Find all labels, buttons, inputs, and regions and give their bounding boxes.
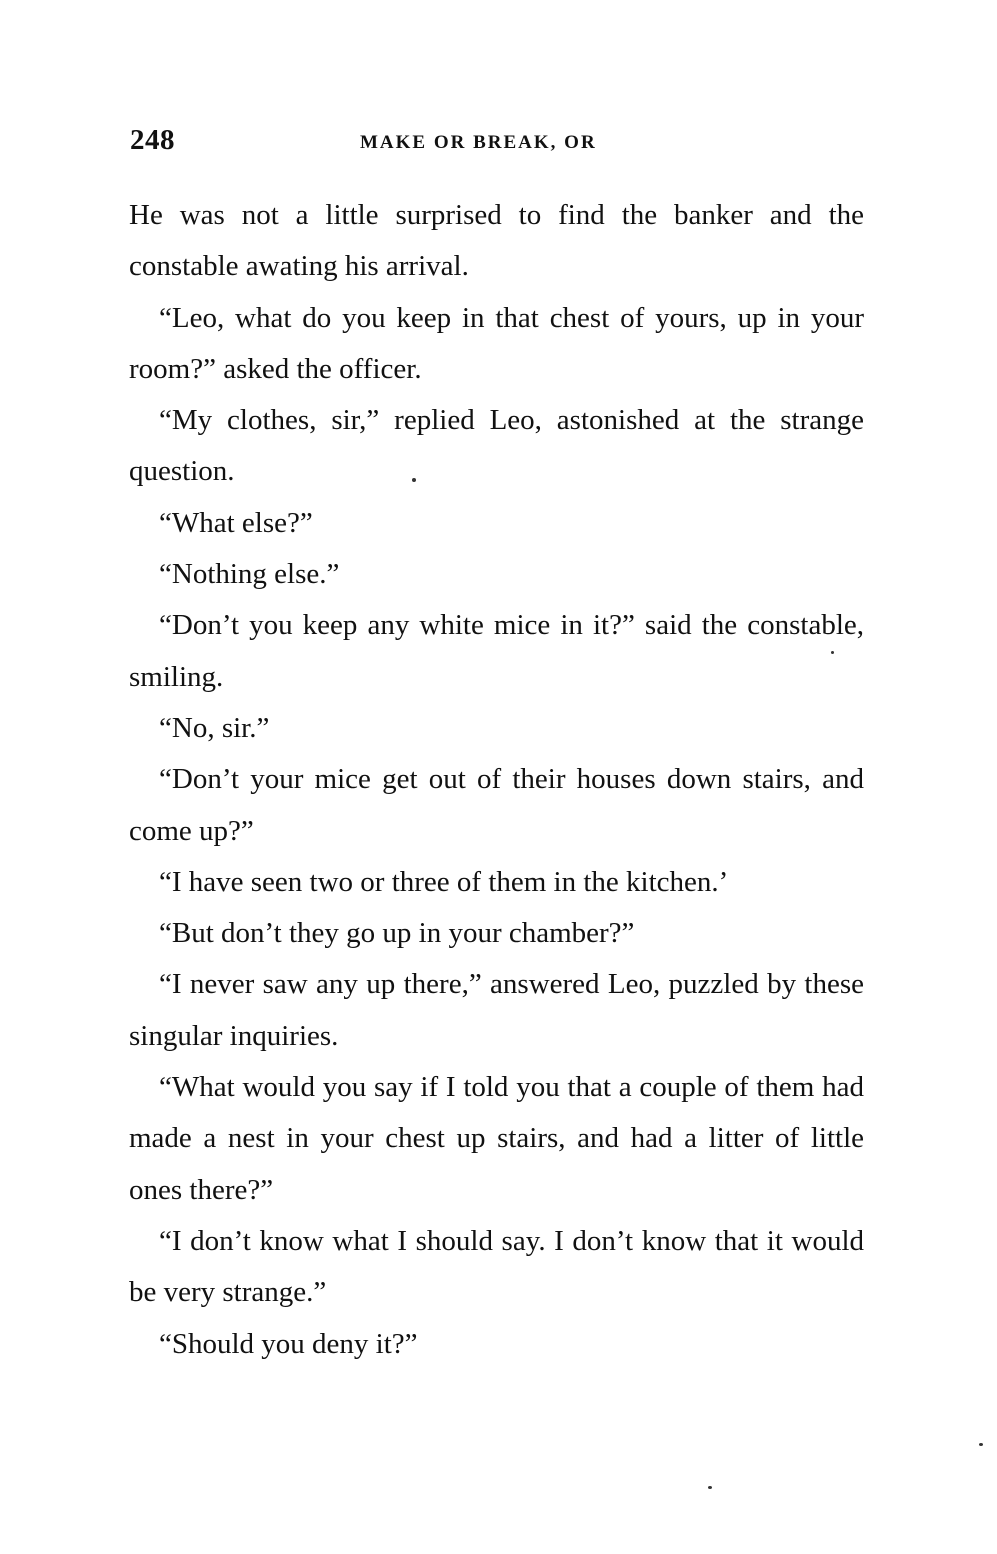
scan-speck [708, 1486, 712, 1489]
page-header [130, 124, 865, 164]
paragraph: “What would you say if I told you that a couple of them had made a nest in your chest up stairs, and had a litter of little ones there?” [129, 1071, 864, 1206]
paragraph: “Don’t your mice get out of their houses down stairs, and come up?” [129, 763, 864, 847]
running-head: MAKE OR BREAK, OR [360, 132, 597, 153]
paragraph: “Leo, what do you keep in that chest of yours, up in your room?” asked the officer. [129, 301, 864, 385]
paragraph: “Don’t you keep any white mice in it?” said the constable, smiling. [129, 609, 864, 693]
paragraph: “I never saw any up there,” answered Leo, puzzled by these singular inquiries. [129, 968, 864, 1052]
scan-speck [412, 478, 416, 482]
scan-speck [979, 1443, 983, 1446]
paragraph: “Should you deny it?” [159, 1327, 418, 1360]
paragraph: “I have seen two or three of them in the kitchen.’ [159, 865, 729, 898]
paragraph: “No, sir.” [159, 711, 270, 744]
scan-speck [831, 651, 834, 654]
paragraph: He was not a little surprised to find the banker and the constable awating his arrival. [129, 199, 864, 283]
paragraph: “I don’t know what I should say. I don’t know that it would be very strange.” [129, 1224, 864, 1309]
body-text [129, 190, 864, 1370]
paragraph: “Nothing else.” [159, 558, 340, 591]
paragraph: “But don’t they go up in your chamber?” [159, 917, 635, 950]
page-number: 248 [130, 124, 175, 156]
paragraph: “What else?” [159, 506, 313, 539]
paragraph: “My clothes, sir,” replied Leo, astonished at the strange question. [129, 404, 864, 488]
